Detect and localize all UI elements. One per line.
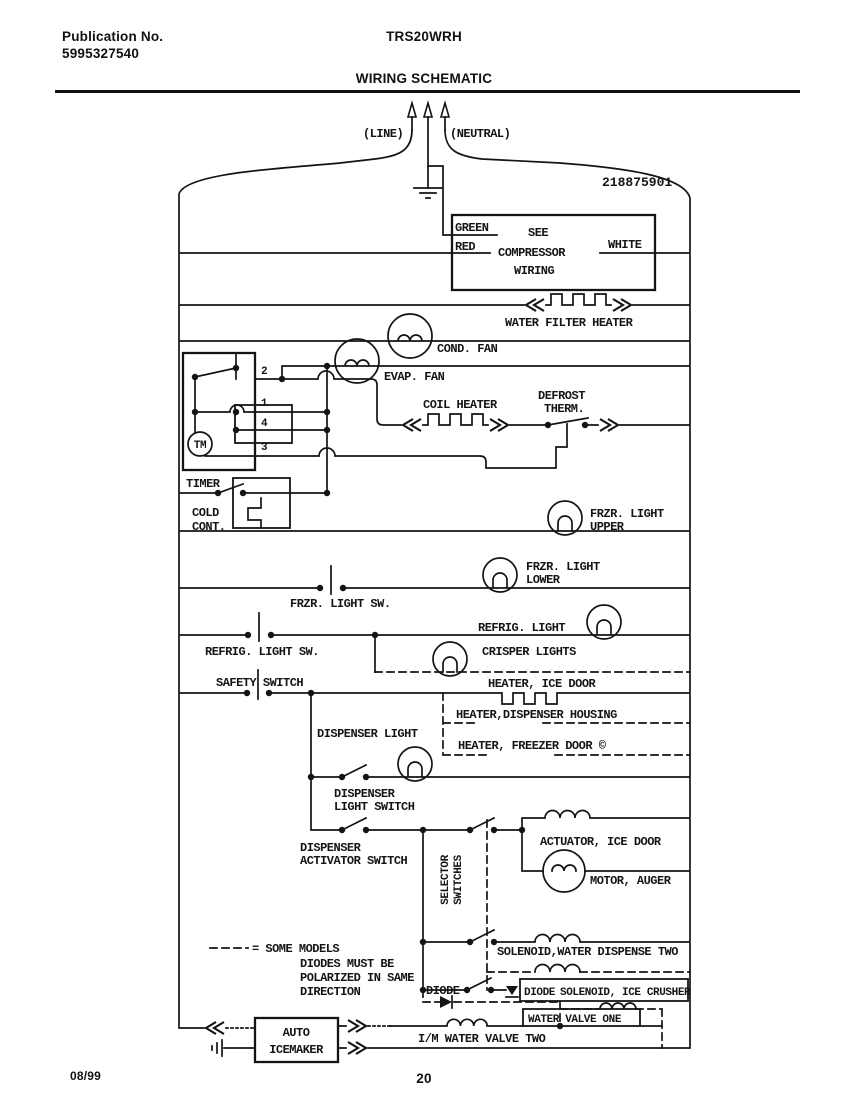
publication-label: Publication No.: [62, 29, 164, 44]
label-im-water-valve-two: I/M WATER VALVE TWO: [418, 1032, 546, 1046]
label-therm: THERM.: [544, 402, 585, 416]
timer-terminal-2: 2: [261, 366, 268, 378]
label-dispenser-activator-1: DISPENSER: [300, 841, 361, 855]
label-heater-freezer-door: HEATER, FREEZER DOOR ©: [458, 739, 606, 753]
refrig-light-bulb-icon: [587, 605, 621, 639]
label-timer: TIMER: [186, 477, 220, 491]
model-number: TRS20WRH: [386, 29, 462, 44]
label-dispenser-light: DISPENSER LIGHT: [317, 727, 418, 741]
label-wiring: WIRING: [514, 264, 555, 278]
label-white-wire: WHITE: [608, 238, 642, 252]
label-refrig-light-sw: REFRIG. LIGHT SW.: [205, 645, 319, 659]
junction-dots: [192, 363, 588, 1029]
label-some-models: = SOME MODELS: [252, 942, 340, 956]
label-compressor: COMPRESSOR: [498, 246, 566, 260]
label-motor-auger: MOTOR, AUGER: [590, 874, 671, 888]
label-auto: AUTO: [282, 1026, 310, 1040]
frzr-light-lower-bulb-icon: [483, 558, 517, 592]
label-safety-switch: SAFETY SWITCH: [216, 676, 304, 690]
label-dispenser-light-switch-1: DISPENSER: [334, 787, 395, 801]
label-neutral: (NEUTRAL): [450, 127, 511, 141]
timer-terminal-3: 3: [261, 442, 268, 454]
label-refrig-light: REFRIG. LIGHT: [478, 621, 566, 635]
wires-solid: [179, 130, 690, 1056]
label-dispenser-light-switch-2: LIGHT SWITCH: [334, 800, 415, 814]
label-heater-ice-door: HEATER, ICE DOOR: [488, 677, 596, 691]
label-line: (LINE): [363, 127, 404, 141]
label-crisper-lights: CRISPER LIGHTS: [482, 645, 576, 659]
diode-ice-crusher-icon: [506, 986, 518, 995]
page-number: 20: [416, 1071, 432, 1086]
crisper-light-bulb-icon: [433, 642, 467, 676]
dispenser-light-bulb-icon: [398, 747, 432, 781]
label-diodes-note-3: DIRECTION: [300, 985, 361, 999]
label-red-wire: RED: [455, 240, 476, 254]
label-actuator-ice-door: ACTUATOR, ICE DOOR: [540, 835, 661, 849]
label-cold: COLD: [192, 506, 219, 520]
timer-terminal-4: 4: [261, 418, 268, 430]
label-diodes-note-1: DIODES MUST BE: [300, 957, 394, 971]
label-tm: TM: [193, 440, 207, 452]
footer-date: 08/99: [70, 1069, 102, 1083]
label-heater-dispenser-housing: HEATER,DISPENSER HOUSING: [456, 708, 617, 722]
label-coil-heater: COIL HEATER: [423, 398, 497, 412]
label-frzr-light-upper-1: FRZR. LIGHT: [590, 507, 664, 521]
label-selector: SELECTOR: [440, 855, 452, 905]
part-number: 218875901: [602, 175, 673, 190]
evap-fan-motor-icon: [335, 339, 379, 383]
timer-terminal-1: 1: [261, 398, 268, 410]
label-defrost: DEFROST: [538, 389, 585, 403]
label-water-filter-heater: WATER FILTER HEATER: [505, 316, 633, 330]
label-evap-fan: EVAP. FAN: [384, 370, 445, 384]
label-cond-fan: COND. FAN: [437, 342, 498, 356]
label-see: SEE: [528, 226, 549, 240]
publication-number: 5995327540: [62, 46, 140, 61]
labels: [186, 127, 691, 1057]
label-diodes-note-2: POLARIZED IN SAME: [300, 971, 414, 985]
label-frzr-light-lower-1: FRZR. LIGHT: [526, 560, 600, 574]
label-water-valve-one: WATER VALVE ONE: [528, 1014, 622, 1026]
label-solenoid-ice-crusher: SOLENOID, ICE CRUSHER: [560, 987, 691, 999]
label-green-wire: GREEN: [455, 221, 489, 235]
label-frzr-light-sw: FRZR. LIGHT SW.: [290, 597, 391, 611]
label-dispenser-activator-2: ACTIVATOR SWITCH: [300, 854, 408, 868]
label-frzr-light-lower-2: LOWER: [526, 573, 560, 587]
frzr-light-upper-bulb-icon: [548, 501, 582, 535]
label-frzr-light-upper-2: UPPER: [590, 520, 624, 534]
label-diode-right: DIODE: [524, 987, 556, 999]
label-diode-left: DIODE: [426, 984, 460, 998]
label-switches: SWITCHES: [453, 855, 465, 905]
page-title: WIRING SCHEMATIC: [355, 71, 493, 86]
cond-fan-motor-icon: [388, 314, 432, 358]
label-icemaker: ICEMAKER: [269, 1043, 323, 1057]
label-solenoid-water-dispense: SOLENOID,WATER DISPENSE TWO: [497, 945, 678, 959]
label-cont: CONT.: [192, 520, 226, 534]
